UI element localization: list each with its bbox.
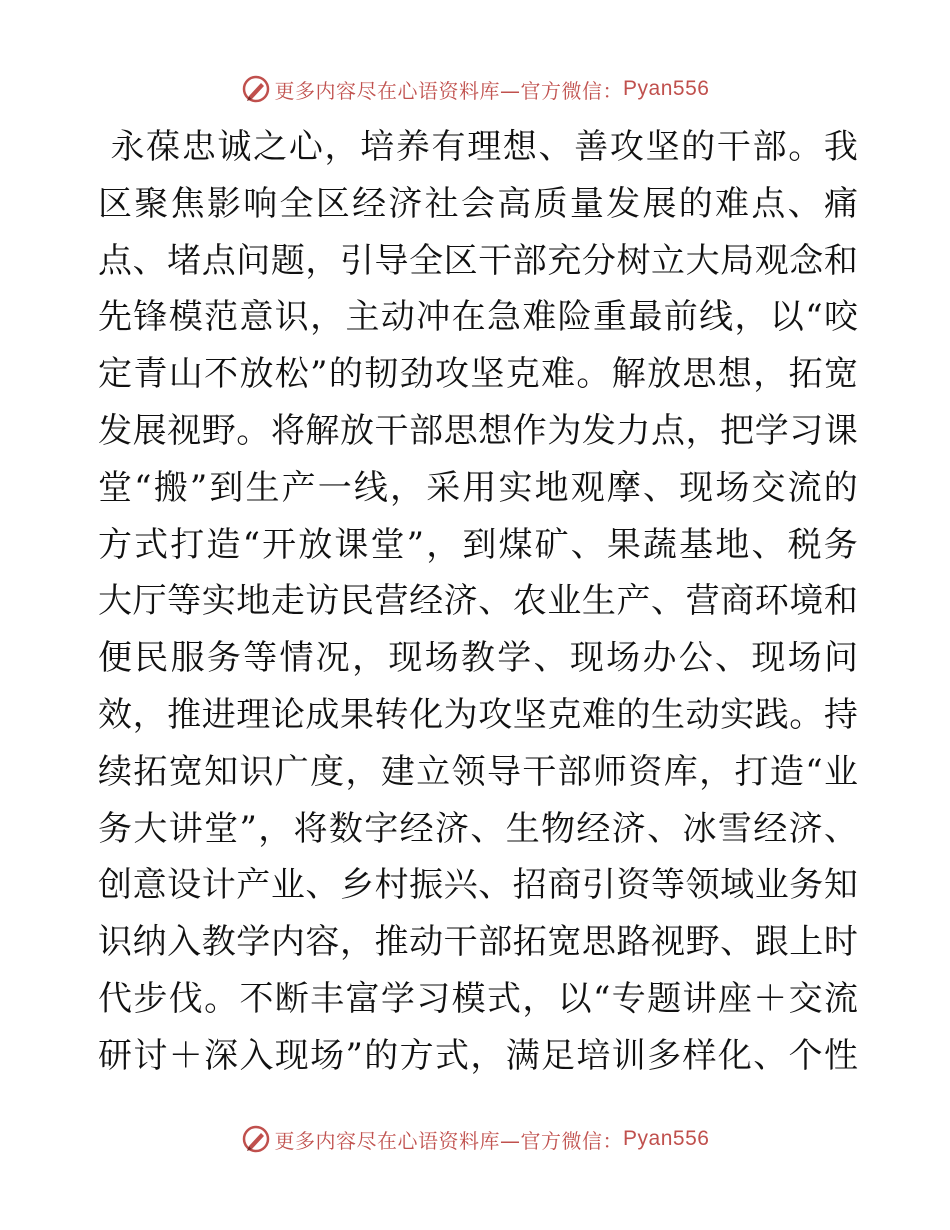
pen-logo-icon [241, 74, 271, 104]
text-line: 创 意 设 计 产 业 、 乡 村 振 兴 、 招 商 引 资 等 领 域 业 务 知 [98, 865, 858, 906]
watermark-text: 更多内容尽在心语资料库—官方微信： [274, 78, 624, 103]
text-line: 堂 “ 搬 ” 到 生 产 一 线 ， 采 用 实 地 观 摩 、 现 场 交 流 的 [98, 467, 858, 508]
text-line: 永 葆 忠 诚 之 心 ， 培 养 有 理 想 、 善 攻 坚 的 干 部 。 我 [110, 127, 858, 167]
text-line: 代 步 伐 。 不 断 丰 富 学 习 模 式 ， 以 “ 专 题 讲 座 ＋ 交 流 [98, 978, 858, 1019]
text-line: 大 厅 等 实 地 走 访 民 营 经 济 、 农 业 生 产 、 营 商 环 境 和 [98, 581, 858, 622]
watermark-handle: Pyan556 [623, 77, 710, 100]
text-line: 识 纳 入 教 学 内 容 ， 推 动 干 部 拓 宽 思 路 视 野 、 跟 上 时 [98, 922, 858, 963]
text-line: 务 大 讲 堂 ” ， 将 数 字 经 济 、 生 物 经 济 、 冰 雪 经 济 、 [98, 808, 858, 849]
watermark-footer [0, 1122, 950, 1156]
text-line: 定 青 山 不 放 松 ” 的 韧 劲 攻 坚 克 难 。 解 放 思 想 ， 拓 宽 [98, 354, 858, 395]
text-line: 点 、 堵 点 问 题 ， 引 导 全 区 干 部 充 分 树 立 大 局 观 念 和 [98, 240, 858, 281]
pen-logo-icon [241, 1124, 271, 1154]
watermark-header [0, 72, 950, 106]
text-line: 发 展 视 野 。 将 解 放 干 部 思 想 作 为 发 力 点 ， 把 学 习 课 [98, 410, 858, 451]
text-line: 效 ， 推 进 理 论 成 果 转 化 为 攻 坚 克 难 的 生 动 实 践 。 持 [98, 694, 858, 735]
text-line: 研 讨 ＋ 深 入 现 场 ” 的 方 式 ， 满 足 培 训 多 样 化 、 个 性 [98, 1035, 858, 1076]
document-body [98, 119, 858, 1085]
text-line: 方 式 打 造 “ 开 放 课 堂 ” ， 到 煤 矿 、 果 蔬 基 地 、 税 务 [98, 524, 858, 565]
watermark-handle: Pyan556 [623, 1127, 710, 1150]
text-line: 便 民 服 务 等 情 况 ， 现 场 教 学 、 现 场 办 公 、 现 场 问 [98, 638, 858, 679]
text-line: 续 拓 宽 知 识 广 度 ， 建 立 领 导 干 部 师 资 库 ， 打 造 “ 业 [98, 751, 858, 792]
text-line: 区 聚 焦 影 响 全 区 经 济 社 会 高 质 量 发 展 的 难 点 、 痛 [98, 183, 858, 224]
text-line: 先 锋 模 范 意 识 ， 主 动 冲 在 急 难 险 重 最 前 线 ， 以 “ 咬 [98, 297, 858, 338]
watermark-text: 更多内容尽在心语资料库—官方微信： [274, 1128, 624, 1153]
